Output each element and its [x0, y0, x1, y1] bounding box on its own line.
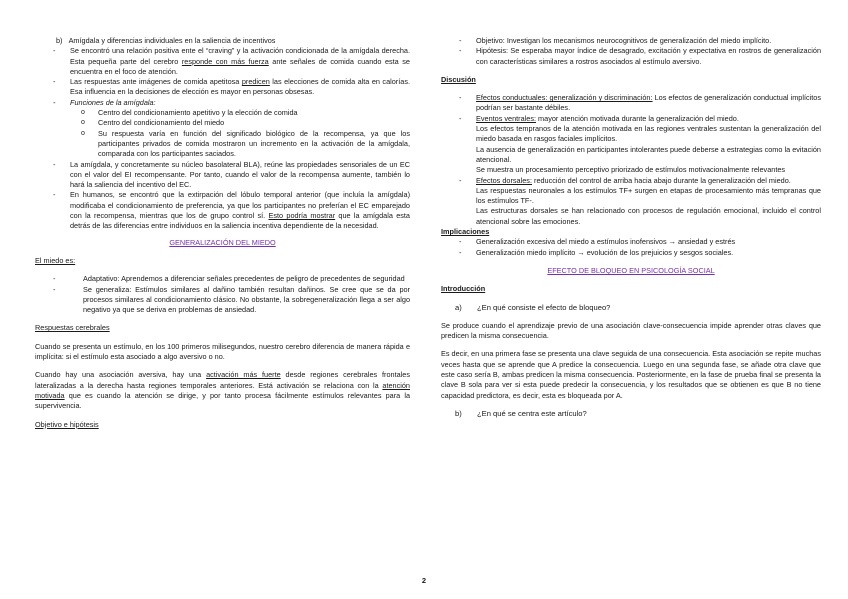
list-item: - Generalización excesiva del miedo a estímulos inofensivos → ansiedad y estrés — [441, 237, 821, 247]
question-a: a) ¿En qué consiste el efecto de bloqueo? — [455, 302, 611, 312]
list-item: - Funciones de la amígdala: — [35, 98, 410, 108]
section-heading-objective: Objetivo e hipótesis — [35, 419, 99, 429]
paragraph: Se produce cuando el aprendizaje previo de una asociación clave-consecuencia impide aprender otras claves que predicen la misma consecuencia. — [441, 320, 821, 341]
paragraph: Cuando hay una asociación aversiva, hay una activación más fuerte desde regiones cerebrales frontales lateralizadas a la derecha hasta regiones temporales anteriores. Está activación se relaciona con la atención motivada que es cuando la atención se dirige, y por tanto procesa fácilmente estímulos relevantes para la supervivencia. — [35, 370, 410, 411]
list-item: - Efectos conductuales: generalización y discriminación: Los efectos de generalización conductual implícitos podrían ser bastante débiles. — [441, 93, 821, 114]
section-heading-implications: Implicaciones — [441, 227, 490, 237]
sub-list-item: o Su respuesta varía en función del significado biológico de la recompensa, ya que los participantes privados de comida mostraron un incremento en la activación de la amígdala, comparada con los participantes saciados. — [35, 129, 410, 160]
list-item: - Generalización miedo implícito → evolución de los prejuicios y sesgos sociales. — [441, 248, 821, 258]
question-b: b) ¿En qué se centra este artículo? — [455, 408, 587, 418]
list-item: - Adaptativo: Aprendemos a diferenciar señales precedentes de peligro de precedentes de seguridad — [35, 274, 410, 284]
subheading-amygdala: b) Amígdala y diferencias individuales en la saliencia de incentivos — [56, 36, 276, 45]
section-title-blocking-effect: EFECTO DE BLOQUEO EN PSICOLOGÍA SOCIAL — [547, 265, 715, 275]
indented-text: La ausencia de generalización en participantes intolerantes puede deberse a estrategias como la evitación atencional. — [476, 144, 821, 164]
indented-text: Las estructuras dorsales se han relacionado con procesos de regulación emocional, incluido el control atencional sobre las emociones. — [476, 206, 821, 226]
list-item: - Efectos dorsales: reducción del control de arriba hacia abajo durante la generalización del miedo. — [441, 176, 821, 186]
list-item: - Eventos ventrales: mayor atención motivada durante la generalización del miedo. — [441, 114, 821, 124]
section-heading-fear: El miedo es: — [35, 255, 76, 265]
indented-text: Las respuestas neuronales a los estímulos TF+ surgen en etapas de procesamiento más tempranas que los estímulos TF-. — [476, 185, 821, 206]
left-column — [35, 36, 410, 430]
list-item: - Se generaliza: Estímulos similares al dañino también resultan dañinos. Se cree que se da por procesos similares al condicionamiento clásico. No obstante, la sobregeneralización llega a ser algo negativo ya que se deriva en problemas de ansiedad. — [35, 285, 410, 316]
list-item: - Hipótesis: Se esperaba mayor índice de desagrado, excitación y expectativa en rostros de generalización con características similares a rostros asociados al estímulo aversivo. — [441, 46, 821, 67]
section-heading-brain-responses: Respuestas cerebrales — [35, 323, 110, 333]
list-item: - La amígdala, y concretamente su núcleo basolateral BLA), reúne las propiedades sensoriales de un EC con el valor del EI recompensante. Por tanto, cuando el valor de la recompensa aumente, también lo hará la saliencia del incentivo del EC. — [35, 160, 410, 191]
sub-list-item: o Centro del condicionamiento apetitivo y la elección de comida — [35, 108, 410, 118]
sub-list-item: o Centro del condicionamiento del miedo — [35, 118, 410, 128]
indented-text: Los efectos tempranos de la atención motivada en las regiones ventrales sustentan la generalización del miedo basada en rasgos faciales implícitos. — [476, 124, 821, 144]
paragraph: Es decir, en una primera fase se presenta una clave seguida de una consecuencia. Esta asociación se repite muchas veces hasta que se aprende que A predice la consecuencia. Luego en una segunda fase, se añade otra clave que este caso sería B, ambas predicen la misma consecuencia. Posteriormente, en la fase de prueba final se presenta la clave B sola para ver si esta puede predecir la consecuencia, y los resultados que se obtienen es que B no tiene capacidad predictora, es decir, esta es bloqueada por A. — [441, 349, 821, 400]
section-heading-introduction: Introducción — [441, 284, 486, 294]
indented-text: Se muestra un procesamiento perceptivo priorizado de estímulos motivacionalmente relevantes — [476, 165, 786, 175]
section-title-fear-generalization: GENERALIZACIÓN DEL MIEDO — [169, 237, 276, 247]
page-number: 2 — [421, 576, 427, 585]
list-item: - Las respuestas ante imágenes de comida apetitosa predicen las elecciones de comida alta en calorías. Esa influencia en la decisiones de elección es mayor en personas obsesas. — [35, 77, 410, 98]
list-item: - Objetivo: Investigan los mecanismos neurocognitivos de generalización del miedo implícito. — [441, 36, 821, 46]
list-item: - Se encontró una relación positiva ente el “craving” y la activación condicionada de la amígdala derecha. Esta pequeña parte del cerebro responde con más fuerza ante señales de comida cuando esta se encuentra en el foco de atención. — [35, 46, 410, 77]
section-heading-discussion: Discusión — [441, 74, 476, 84]
paragraph: Cuando se presenta un estímulo, en los 100 primeros milisegundos, nuestro cerebro diferencia de manera rápida e implícita: si el estímulo esta asociado a algo aversivo o no. — [35, 341, 410, 362]
right-column — [441, 36, 821, 419]
list-item: - En humanos, se encontró que la extirpación del lóbulo temporal anterior (que incluía la amígdala) modificaba el condicionamiento de preferencia, ya que los participantes no preferían el EC emparejado con la recompensa, mientras que los de grupo control sí. Esto podría mostrar que la amígdala esta detrás de las diferencias entre individuos en la saliencia incentiva dependiente de la necesidad. — [35, 190, 410, 231]
